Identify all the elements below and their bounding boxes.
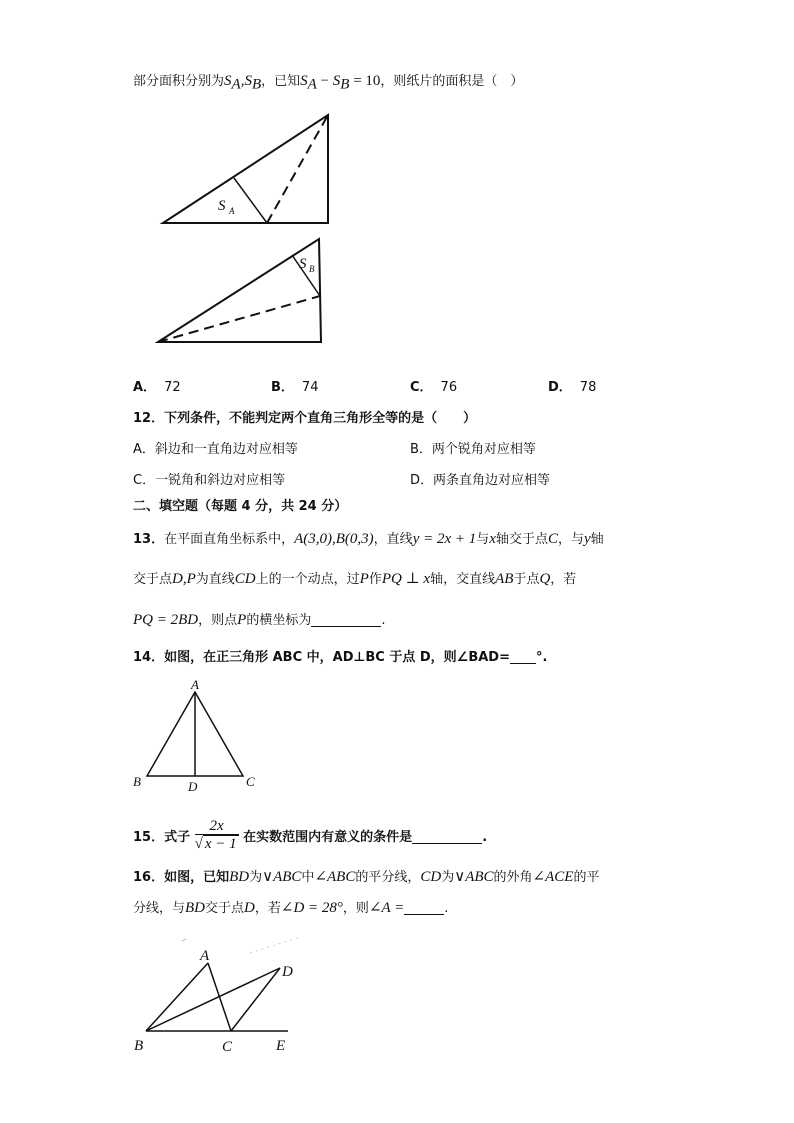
q16-figure-angle-bisectors: [130, 935, 310, 1060]
q16-line-1: 16．如图，已知BD为∨ABC中∠ABC的平分线，CD为∨ABC的外角∠ACE的平: [133, 869, 600, 885]
q11-fig1-label: S: [218, 198, 226, 214]
q11-option-b[interactable]: B． 74: [271, 380, 319, 395]
q11-option-c[interactable]: C． 76: [410, 380, 458, 395]
q14-figure-equilateral-triangle: [130, 676, 265, 796]
q14-label-b: B: [133, 774, 141, 789]
q11-option-d[interactable]: D． 78: [548, 380, 597, 395]
q12-option-b[interactable]: B．两个锐角对应相等: [410, 442, 536, 457]
q11-figure-bottom-triangle: [156, 236, 326, 346]
q15-answer-blank[interactable]: [412, 829, 482, 844]
q11-intro-line: 部分面积分别为$S_A,S_B$，已知$S_A - S_B = 10$，则纸片的面积是（ ）: [133, 73, 524, 93]
q16-label-c: C: [222, 1039, 233, 1055]
q14-answer-blank[interactable]: [510, 649, 536, 664]
q13-line-2: 交于点D,P为直线CD上的一个动点，过P作PQ ⊥ x轴，交直线AB于点Q，若: [133, 571, 577, 587]
q14-stem: 14．如图，在正三角形 ABC 中，AD⊥BC 于点 D，则∠BAD= °.: [133, 650, 548, 665]
q13-line-3: PQ = 2BD，则点P的横坐标为 .: [133, 612, 386, 628]
q15-stem: 15．式子 $\frac{2x}{√ x - 1}$ 在实数范围内有意义的条件是 .: [133, 818, 488, 852]
q16-line-2: 分线，与BD交于点D，若∠D = 28°，则∠A = .: [133, 900, 449, 916]
q13-line-1: 13．在平面直角坐标系中，A(3,0),B(0,3)，直线y = 2x + 1与x轴交于点C，与y轴: [133, 531, 604, 547]
q16-label-b: B: [134, 1038, 144, 1054]
q14-label-c: C: [246, 774, 255, 789]
q12-option-a[interactable]: A．斜边和一直角边对应相等: [133, 442, 298, 457]
q14-label-d: D: [188, 779, 198, 794]
q11-fig1-label-sub: A: [229, 206, 235, 216]
q16-answer-blank[interactable]: [404, 900, 444, 915]
q14-label-a: A: [191, 677, 199, 692]
q16-label-d: D: [282, 964, 293, 980]
q11-option-a[interactable]: A． 72: [133, 380, 181, 395]
q12-stem: 12．下列条件，不能判定两个直角三角形全等的是（ ）: [133, 411, 477, 426]
q11-fig2-label: S: [299, 256, 307, 272]
q11-fig2-label-sub: B: [309, 264, 315, 274]
section-title-fill-in: 二、填空题（每题 4 分，共 24 分）: [133, 499, 348, 514]
q11-figure-top-triangle: [160, 112, 335, 227]
q16-label-a: A: [200, 948, 210, 964]
q15-fraction: $\frac{2x}{√ x - 1}$: [194, 818, 237, 852]
q12-option-c[interactable]: C．一锐角和斜边对应相等: [133, 473, 286, 488]
q13-answer-blank[interactable]: [311, 612, 381, 627]
q16-label-e: E: [276, 1038, 286, 1054]
q12-option-d[interactable]: D．两条直角边对应相等: [410, 473, 551, 488]
